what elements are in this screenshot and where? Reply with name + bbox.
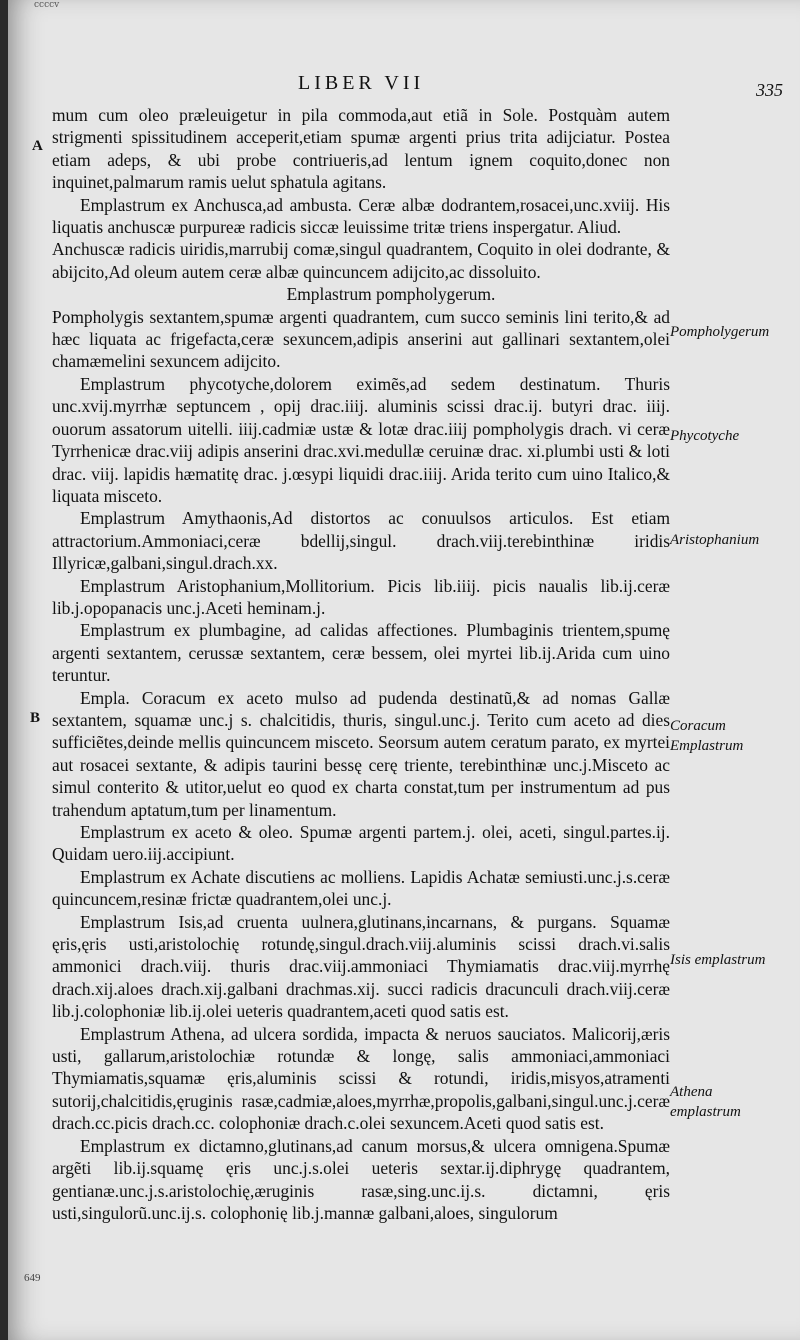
paragraph-14: Emplastrum Athena, ad ulcera sordida, impacta & neruos sauciatos. Malicorij,æris usti, gallarum,aristolochiæ rotundæ & longę, salis ammoniaci,ammoniaci Thymiamatis,squamæ ęris,aluminis scissi & rotundi, iridis,misyos,atramenti sutorij,chalcitidis,ęruginis rasæ,cadmiæ,aloes,myrrhæ,propolis,galbani,singul.unc.j.ceræ drach.cc.picis drach.cc. colophoniæ drach.c.olei sexuncem.Aceti quod satis est. [52, 1023, 670, 1134]
paragraph-10: Empla. Coracum ex aceto mulso ad pudenda destinatũ,& ad nomas Gallæ sextantem, squamæ unc.j s. chalcitidis, thuris, singul.unc.j. Terito cum aceto ad dies sufficiẽtes,deinde mellis quincuncem misceto. Seorsum autem ceratum parato, ex myrtei aut rosacei sextante, & adipis taurini bessę cerę triente, terebinthinæ unc.j.Misceto ac simul conterito & utitor,uelut eo quod ex charta constat,tum per instrumentum ad pus trahendum aptatum,tum per linamentum. [52, 687, 670, 820]
paragraph-12: Emplastrum ex Achate discutiens ac molliens. Lapidis Achatæ semiusti.unc.j.s.ceræ quincuncem,resinæ frictæ quadrantem,olei unc.j. [52, 866, 670, 910]
margin-note-coracum: Coracum Emplastrum [670, 718, 744, 754]
book-page [8, 0, 800, 1340]
corner-mark: ccccv [34, 0, 60, 10]
margin-note-isis: Isis emplastrum [670, 952, 766, 968]
paragraph-9: Emplastrum ex plumbagine, ad calidas affectiones. Plumbaginis trientem,spumę argenti sextantem, cerussæ sextantem, ceræ bessem, olei myrtei lib.ij.Arida cum uino teruntur. [52, 620, 670, 686]
paragraph-2: Emplastrum ex Anchusca,ad ambusta. Ceræ albæ dodrantem,rosacei,unc.xviij. His liquatis anchuscæ purpureæ radicis siccæ leuissime tritæ triens inspergatur. Aliud. [52, 194, 670, 238]
margin-note-phycotyche: Phycotyche [670, 428, 740, 444]
paragraph-15: Emplastrum ex dictamno,glutinans,ad canum morsus,& ulcera omnigena.Spumæ argẽti lib.ij.squamę ęris unc.j.s.olei ueteris sextar.ij.diphrygę quadrantem, gentianæ.unc.j.s.aristolochię,æruginis rasæ,sing.unc.ij.s. dictamni, ęris usti,singulorũ.unc.ij.s. colophonię lib.j.mannæ galbani,aloes, singulorum [52, 1135, 670, 1223]
paragraph-3: Anchuscæ radicis uiridis,marrubij comæ,singul quadrantem, Coquito in olei dodrante, & abijcito,Ad oleum autem ceræ albæ quincuncem adijcito,ac dissoluito. [52, 239, 670, 282]
paragraph-11: Emplastrum ex aceto & oleo. Spumæ argenti partem.j. olei, aceti, singul.partes.ij. Quidam uero.iij.accipiunt. [52, 822, 670, 865]
body-text [52, 104, 670, 1224]
running-head: LIBER VII [298, 72, 425, 94]
paragraph-5: Pompholygis sextantem,spumæ argenti quadrantem, cum succo seminis lini terito,& ad hæc liquata ac frigefacta,ceræ sexuncem,adipis anserini aut gallinari sextantem,olei chamæmelini sexuncem adijcito. [52, 306, 670, 372]
paragraph-6: Emplastrum phycotyche,dolorem eximẽs,ad sedem destinatum. Thuris unc.xvij.myrrhæ septuncem , opij drac.iiij. aluminis scissi drac.ij. butyri drac. iiij. ouorum assatorum uitelli. iiij.cadmiæ ustæ & lotæ drac.iiij pompholygis drach. vi ceræ Tyrrhenicæ drac.viij adipis anserini drac.xvi.medullæ ceruinæ drac. xi.plumbi usti & loti drac. viij. lapidis hæmatitę drac. j.œsypi liquidi drac.iiij. Arida terito cum uino Italico,& liquata misceto. [52, 373, 670, 506]
paragraph-7: Emplastrum Amythaonis,Ad distortos ac conuulsos articulos. Est etiam attractorium.Ammoniaci,ceræ bdellij,singul. drach.viij.terebinthinæ iridis Illyricæ,galbani,singul.drach.xx. [52, 508, 670, 574]
margin-letter-b: B [30, 710, 41, 726]
paragraph-13: Emplastrum Isis,ad cruenta uulnera,glutinans,incarnans, & purgans. Squamæ ęris,ęris usti,aristolochię rotundę,singul.drach.viij.aluminis scissi drach.vi.salis ammonici drach.viij. thuris drac.viij.ammoniaci Thymiamatis drac.viij.myrrhę drach.xij.aloes drach.xij.galbani drachmas.xij. succi radicis dracunculi drach.viij.ceræ lib.j.colophoniæ lib.ij.olei ueteris quadrantem,aceti quod satis est. [52, 911, 670, 1022]
paragraph-1: mum cum oleo præleuigetur in pila commoda,aut etiã in Sole. Postquàm autem strigmenti spissitudinem acceperit,etiam spumæ argenti prius trita adijciatur. Postea etiam adeps, & ubi probe contriueris,ad lentum ignem coquito,donec non inquinet,palmarum ramis uelut sphatula agitans. [52, 105, 670, 193]
sheet-note: 649 [24, 1272, 41, 1284]
section-heading: Emplastrum pompholygerum. [286, 284, 496, 305]
folio-number: 335 [756, 80, 783, 100]
margin-note-athena: Athena emplastrum [670, 1084, 741, 1120]
margin-note-aristophanium: Aristophanium [670, 532, 760, 548]
paragraph-8: Emplastrum Aristophanium,Mollitorium. Picis lib.iiij. picis naualis lib.ij.ceræ lib.j.opopanacis unc.j.Aceti heminam.j. [52, 575, 670, 618]
margin-note-pompholygerum: Pompholygerum [670, 324, 770, 340]
margin-letter-a: A [32, 138, 43, 154]
